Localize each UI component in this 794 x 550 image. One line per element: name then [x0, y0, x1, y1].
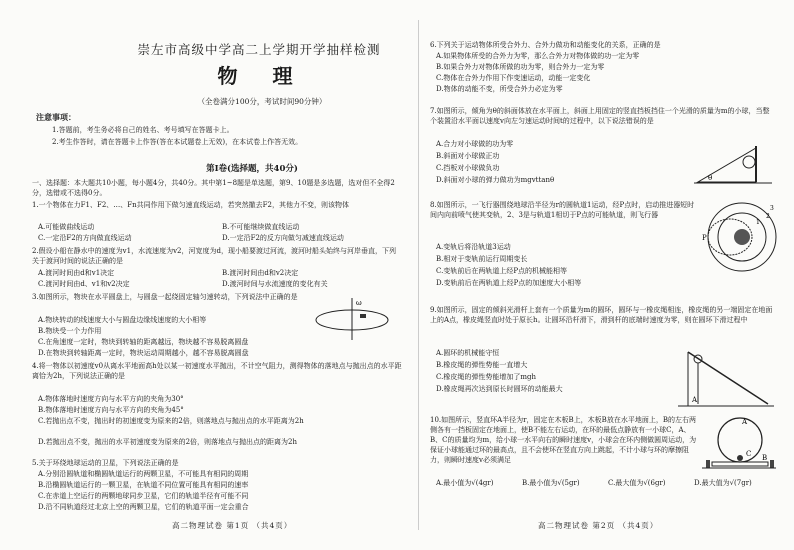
question-8-option-b: B.相对于变轨前运行周期变长: [436, 255, 528, 263]
question-6-option-c: C.物体在合外力作用下作变速运动，动能一定变化: [436, 74, 591, 82]
page-2-footer: 高二物理试卷 第2页 （共4页）: [538, 521, 659, 530]
question-1-option-b: B.不可能继续做直线运动: [222, 223, 300, 231]
question-8-option-c: C.变轨前后在两轨道上经P点的机械能相等: [436, 267, 568, 275]
question-5-option-c: C.在赤道上空运行的两颗地球同步卫星，它们的轨道半径有可能不同: [38, 492, 249, 500]
question-4-stem: 4.将一物体以初速度v0从离水平地面高h处以某一初速度水平抛出，不计空气阻力，测得物体的落地点与抛出点的水平距离恰为2h，下列说法正确的是: [32, 362, 402, 380]
board-b-label: B: [762, 454, 768, 462]
question-4-option-b: B.物体落地时速度方向与水平方向的夹角为45°: [38, 406, 184, 414]
question-8-stem: 8.如图所示，一飞行器围绕地球沿半径为r的圆轨道1运动，经P点时，启动推进器短时间内向前喷气使其变轨，2、3是与轨道1相切于P点的可能轨道，则飞行器: [430, 201, 695, 219]
orbit-3-label: 3: [770, 205, 774, 212]
point-a-label: A: [692, 396, 698, 404]
question-2-stem: 2.假设小船在静水中的速度为v1，水流速度为v2，河宽度为d，现小船要渡过河流，渡河时船头始终与河岸垂直，下列关于渡河时间的说法正确的是: [32, 247, 396, 265]
question-5-option-b: B.沿椭圆轨道运行的一颗卫星，在轨道不同位置可能具有相同的速率: [38, 481, 249, 489]
part-1-title: 第Ⅰ卷(选择题，共40分): [206, 164, 298, 174]
question-3-stem: 3.如图所示，物块在水平圆盘上，与圆盘一起绕固定轴匀速转动，下列说法中正确的是: [32, 293, 298, 301]
question-3-option-a: A.物块转动的线速度大小与圆盘边缘线速度的大小相等: [38, 316, 207, 324]
theta-label: θ: [708, 174, 713, 182]
question-5-option-d: D.沿不同轨道经过北京上空的两颗卫星，它们的轨道平面一定会重合: [38, 503, 249, 511]
question-10-option-d: D.最大值为√(7gr): [694, 479, 752, 487]
question-9-option-c: C.橡皮绳的弹性势能增加了mgh: [436, 373, 536, 381]
question-6-stem: 6.下列关于运动物体所受合外力、合外力做功和动能变化的关系，正确的是: [430, 41, 661, 49]
notes-list: [52, 124, 402, 148]
incline-ball-figure: [694, 140, 774, 186]
question-5-stem: 5.关于环绕地球运动的卫星，下列说法正确的是: [32, 459, 179, 467]
page-2: [430, 0, 780, 550]
page-divider: [418, 20, 419, 530]
question-10-option-a: A.最小值为√(4gr): [436, 479, 494, 487]
orbit-figure: [700, 198, 778, 276]
question-10-option-c: C.最大值为√(6gr): [608, 479, 666, 487]
question-9-option-a: A.圆环的机械能守恒: [436, 349, 500, 357]
section-instructions: 一、选择题：本大题共10小题，每小题4分，共40分。其中第1~8题是单选题，第9、10题是多选题，选对但不全得2分，选错或不选得0分。: [32, 179, 395, 197]
omega-label: ω: [356, 299, 362, 307]
question-8-option-a: A.变轨后将沿轨道3运动: [436, 243, 511, 251]
question-9-option-b: B.橡皮绳的弹性势能一直增大: [436, 361, 528, 369]
question-6-option-d: D.物体的动能不变，所受合外力必定为零: [436, 85, 563, 93]
rotating-disk-figure: [312, 296, 392, 344]
orbit-2-label: 2: [766, 213, 770, 220]
page-1-footer: 高二物理试卷 第1页 （共4页）: [172, 521, 293, 530]
question-7-option-c: C.挡板对小球做负功: [436, 164, 500, 172]
note-item: 2.考生作答时，请在答题卡上作答(答在本试题卷上无效)，在本试卷上作答无效。: [52, 138, 303, 146]
question-9-stem: 9.如图所示，固定的倾斜光滑杆上套有一个质量为m的圆环，圆环与一橡皮绳相连，橡皮绳的另一端固定在地面上的A点，橡皮绳竖直时处于原长h。让圆环沿杆滑下，滑到杆的底端时速度为零，则在圆环下滑过程中: [430, 306, 773, 324]
question-2-option-a: A.渡河时间由d和v1决定: [38, 269, 115, 277]
question-4-option-d: D.若抛出点不变，抛出的水平初速度变为原来的2倍，则落地点与抛出点的距离为2h: [38, 438, 298, 446]
question-3-option-b: B.物块受一个力作用: [38, 327, 102, 335]
question-1-option-a: A.可能做曲线运动: [38, 223, 95, 231]
ring-a-label: A: [742, 418, 748, 426]
question-3-option-c: C.在角速度一定时，物块到转轴的距离越远，物块越不容易脱离圆盘: [38, 338, 249, 346]
question-4-option-a: A.物体落地时速度方向与水平方向的夹角为30°: [38, 395, 184, 403]
notes-heading: 注意事项：: [36, 112, 76, 122]
question-2-option-b: B.渡河时间由d和v2决定: [222, 269, 299, 277]
question-1-stem: 1.一个物体在力F1、F2、…、Fn共同作用下做匀速直线运动，若突然撤去F2，其他力不变，则该物体: [32, 201, 349, 209]
question-2-option-d: D.渡河时间与水流速度的变化有关: [222, 280, 328, 288]
point-p-label: P: [702, 234, 707, 242]
question-10-option-b: B.最小值为√(5gr): [522, 479, 580, 487]
question-7-option-b: B.斜面对小球做正功: [436, 152, 500, 160]
ring-on-board-figure: [702, 412, 776, 474]
question-1-option-d: D.一定沿F2的反方向做匀减速直线运动: [222, 234, 344, 242]
exam-title: 崇左市高级中学高二上学期开学抽样检测: [137, 42, 381, 57]
question-3-option-d: D.在物块到转轴距离一定时，物块运动周期越小，越不容易脱离圆盘: [38, 349, 249, 357]
question-7-option-a: A.合力对小球做的功为零: [436, 140, 514, 148]
question-6-option-b: B.如果合外力对物体所做的功为零，则合外力一定为零: [436, 63, 605, 71]
question-10-stem: 10.如图所示，竖直环A半径为r，固定在木板B上，木板B放在水平地面上，B的左右两侧各有一挡板固定在地面上，使B不能左右运动，在环的最低点静放有一小球C，A、B、C的质量均为m，给小球一水平向右的瞬时速度v，小球会在环内侧做圆周运动，为保证小球能通过环的最高点，且不会使环在竖直方向上跳起，不计小球与环的摩擦阻力，则瞬时速度v必须满足: [430, 416, 697, 464]
incline-rod-figure: [678, 346, 774, 412]
subject-title: 物 理: [217, 64, 307, 88]
question-8-option-d: D.变轨前后在两轨道上经P点的加速度大小相等: [436, 279, 582, 287]
question-6-option-a: A.如果物体所受的合外力为零，那么合外力对物体做的功一定为零: [436, 52, 640, 60]
question-9-option-d: D.橡皮绳再次达到原长时圆环的动能最大: [436, 385, 563, 393]
question-5-option-a: A.分别沿圆轨道和椭圆轨道运行的两颗卫星，不可能具有相同的周期: [38, 470, 249, 478]
question-1-option-c: C.一定沿F2的方向做直线运动: [38, 234, 132, 242]
ball-c-label: C: [746, 450, 752, 458]
question-2-option-c: C.渡河时间由d、v1和v2决定: [38, 280, 130, 288]
orbit-1-label: 1: [756, 219, 760, 226]
page-1: [22, 0, 410, 550]
score-note: （全卷满分100分，考试时间90分钟）: [197, 97, 327, 106]
note-item: 1.答题前，考生务必将自己的姓名、考号填写在答题卡上。: [52, 126, 234, 134]
question-4-option-c: C.若抛出点不变，抛出时的初速度变为原来的2倍，则落地点与抛出点的水平距离为2h: [38, 417, 304, 425]
question-7-stem: 7.如图所示，倾角为θ的斜面体放在水平面上，斜面上用固定的竖直挡板挡住一个光滑的质量为m的小球，当整个装置沿水平面以速度v向左匀速运动时间t的过程中，以下说法错误的是: [430, 107, 770, 125]
question-7-option-d: D.斜面对小球的弹力做功为mgvttanθ: [436, 176, 555, 184]
